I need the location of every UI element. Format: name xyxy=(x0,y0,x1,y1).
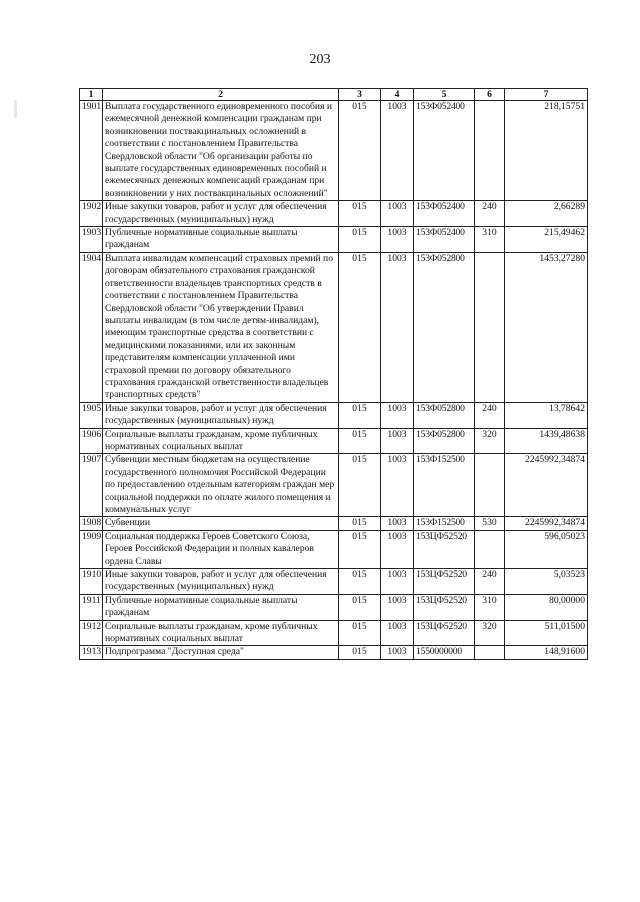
amount: 5,03523 xyxy=(505,569,588,595)
target-code: 153Ф052800 xyxy=(414,428,475,454)
expense-type-code: 320 xyxy=(475,428,505,454)
ministry-code: 015 xyxy=(339,517,381,530)
expense-type-code xyxy=(475,454,505,517)
target-code: 153ЦФ52520 xyxy=(414,594,475,620)
header-cell: 6 xyxy=(475,89,505,101)
row-number: 1909 xyxy=(80,530,103,568)
expense-type-code: 310 xyxy=(475,227,505,253)
expense-type-code xyxy=(475,646,505,659)
section-code: 1003 xyxy=(381,101,414,201)
ministry-code: 015 xyxy=(339,428,381,454)
row-description: Иные закупки товаров, работ и услуг для обеспечения государственных (муниципальных) нужд xyxy=(103,569,339,595)
table-row xyxy=(80,428,588,454)
page-number: 203 xyxy=(309,52,331,67)
row-number: 1908 xyxy=(80,517,103,530)
amount: 13,78642 xyxy=(505,402,588,428)
table-row xyxy=(80,530,588,568)
target-code: 153ЦФ52520 xyxy=(414,530,475,568)
row-description: Субвенции xyxy=(103,517,339,530)
table-row xyxy=(80,454,588,517)
header-cell: 2 xyxy=(103,89,339,101)
row-number: 1906 xyxy=(80,428,103,454)
section-code: 1003 xyxy=(381,201,414,227)
scan-edge-mark xyxy=(14,100,17,118)
ministry-code: 015 xyxy=(339,620,381,646)
expense-type-code: 320 xyxy=(475,620,505,646)
row-description: Выплата инвалидам компенсаций страховых премий по договорам обязательного страхования гражданской ответственности владельцев транспортных средств в соответствии с постановлением Правительства Свердловской области "Об утверждении Правил выплаты инвалидам (в том числе детям-инвалидам), имеющим транспортные средства в соответствии с медицинскими показаниями, или их законным представителям компенсации уплаченной ими страховой премии по договору обязательного страхования гражданской ответственности владельцев транспортных средств" xyxy=(103,252,339,402)
amount: 2245992,34874 xyxy=(505,454,588,517)
section-code: 1003 xyxy=(381,517,414,530)
row-description: Субвенции местным бюджетам на осуществление государственного полномочия Российской Федерации по предоставлению отдельным категориям граждан мер социальной поддержки по оплате жилого помещения и коммунальных услуг xyxy=(103,454,339,517)
section-code: 1003 xyxy=(381,569,414,595)
section-code: 1003 xyxy=(381,227,414,253)
target-code: 153Ф152500 xyxy=(414,517,475,530)
expense-type-code: 310 xyxy=(475,594,505,620)
section-code: 1003 xyxy=(381,646,414,659)
target-code: 153ЦФ52520 xyxy=(414,569,475,595)
row-number: 1904 xyxy=(80,252,103,402)
table-header-row xyxy=(80,89,588,101)
amount: 1439,48638 xyxy=(505,428,588,454)
target-code: 153Ф052800 xyxy=(414,252,475,402)
amount: 2,66289 xyxy=(505,201,588,227)
amount: 215,49462 xyxy=(505,227,588,253)
expense-type-code: 240 xyxy=(475,569,505,595)
section-code: 1003 xyxy=(381,530,414,568)
row-number: 1902 xyxy=(80,201,103,227)
target-code: 153Ф052800 xyxy=(414,402,475,428)
ministry-code: 015 xyxy=(339,530,381,568)
row-description: Иные закупки товаров, работ и услуг для обеспечения государственных (муниципальных) нужд xyxy=(103,402,339,428)
row-number: 1913 xyxy=(80,646,103,659)
ministry-code: 015 xyxy=(339,569,381,595)
row-number: 1911 xyxy=(80,594,103,620)
row-description: Социальные выплаты гражданам, кроме публичных нормативных социальных выплат xyxy=(103,620,339,646)
section-code: 1003 xyxy=(381,428,414,454)
row-number: 1905 xyxy=(80,402,103,428)
budget-table xyxy=(79,88,588,660)
row-description: Подпрограмма "Доступная среда" xyxy=(103,646,339,659)
expense-type-code: 240 xyxy=(475,201,505,227)
expense-type-code xyxy=(475,252,505,402)
ministry-code: 015 xyxy=(339,252,381,402)
expense-type-code xyxy=(475,101,505,201)
ministry-code: 015 xyxy=(339,201,381,227)
row-number: 1903 xyxy=(80,227,103,253)
amount: 148,91600 xyxy=(505,646,588,659)
row-description: Публичные нормативные социальные выплаты гражданам xyxy=(103,594,339,620)
section-code: 1003 xyxy=(381,252,414,402)
header-cell: 4 xyxy=(381,89,414,101)
table-row xyxy=(80,201,588,227)
amount: 1453,27280 xyxy=(505,252,588,402)
target-code: 153Ф052400 xyxy=(414,201,475,227)
row-description: Выплата государственного единовременного пособия и ежемесячной денежной компенсации гражданам при возникновении поствакцинальных осложнений в соответствии с постановлением Правительства Свердловской области "Об организации работы по выплате государственных единовременных пособий и ежемесячных денежных компенсаций гражданам при возникновении у них поствакцинальных осложнений" xyxy=(103,101,339,201)
section-code: 1003 xyxy=(381,620,414,646)
row-number: 1912 xyxy=(80,620,103,646)
row-description: Социальная поддержка Героев Советского Союза, Героев Российской Федерации и полных кавалеров ордена Славы xyxy=(103,530,339,568)
ministry-code: 015 xyxy=(339,646,381,659)
expense-type-code: 240 xyxy=(475,402,505,428)
ministry-code: 015 xyxy=(339,101,381,201)
table-row xyxy=(80,517,588,530)
table-row xyxy=(80,594,588,620)
header-cell: 1 xyxy=(80,89,103,101)
table-row xyxy=(80,569,588,595)
amount: 596,05023 xyxy=(505,530,588,568)
target-code: 153Ф052400 xyxy=(414,227,475,253)
row-description: Социальные выплаты гражданам, кроме публичных нормативных социальных выплат xyxy=(103,428,339,454)
table-row xyxy=(80,252,588,402)
table-row xyxy=(80,646,588,659)
target-code: 153Ф052400 xyxy=(414,101,475,201)
table-row xyxy=(80,101,588,201)
header-cell: 7 xyxy=(505,89,588,101)
amount: 511,01500 xyxy=(505,620,588,646)
header-cell: 3 xyxy=(339,89,381,101)
header-cell: 5 xyxy=(414,89,475,101)
expense-type-code xyxy=(475,530,505,568)
ministry-code: 015 xyxy=(339,227,381,253)
target-code: 153ЦФ52520 xyxy=(414,620,475,646)
expense-type-code: 530 xyxy=(475,517,505,530)
ministry-code: 015 xyxy=(339,454,381,517)
amount: 80,00000 xyxy=(505,594,588,620)
row-description: Иные закупки товаров, работ и услуг для обеспечения государственных (муниципальных) нужд xyxy=(103,201,339,227)
target-code: 153Ф152500 xyxy=(414,454,475,517)
amount: 2245992,34874 xyxy=(505,517,588,530)
row-number: 1907 xyxy=(80,454,103,517)
row-number: 1901 xyxy=(80,101,103,201)
section-code: 1003 xyxy=(381,402,414,428)
row-description: Публичные нормативные социальные выплаты гражданам xyxy=(103,227,339,253)
table-row xyxy=(80,227,588,253)
table-row xyxy=(80,402,588,428)
target-code: 1550000000 xyxy=(414,646,475,659)
section-code: 1003 xyxy=(381,454,414,517)
amount: 218,15751 xyxy=(505,101,588,201)
section-code: 1003 xyxy=(381,594,414,620)
row-number: 1910 xyxy=(80,569,103,595)
table-row xyxy=(80,620,588,646)
ministry-code: 015 xyxy=(339,402,381,428)
ministry-code: 015 xyxy=(339,594,381,620)
